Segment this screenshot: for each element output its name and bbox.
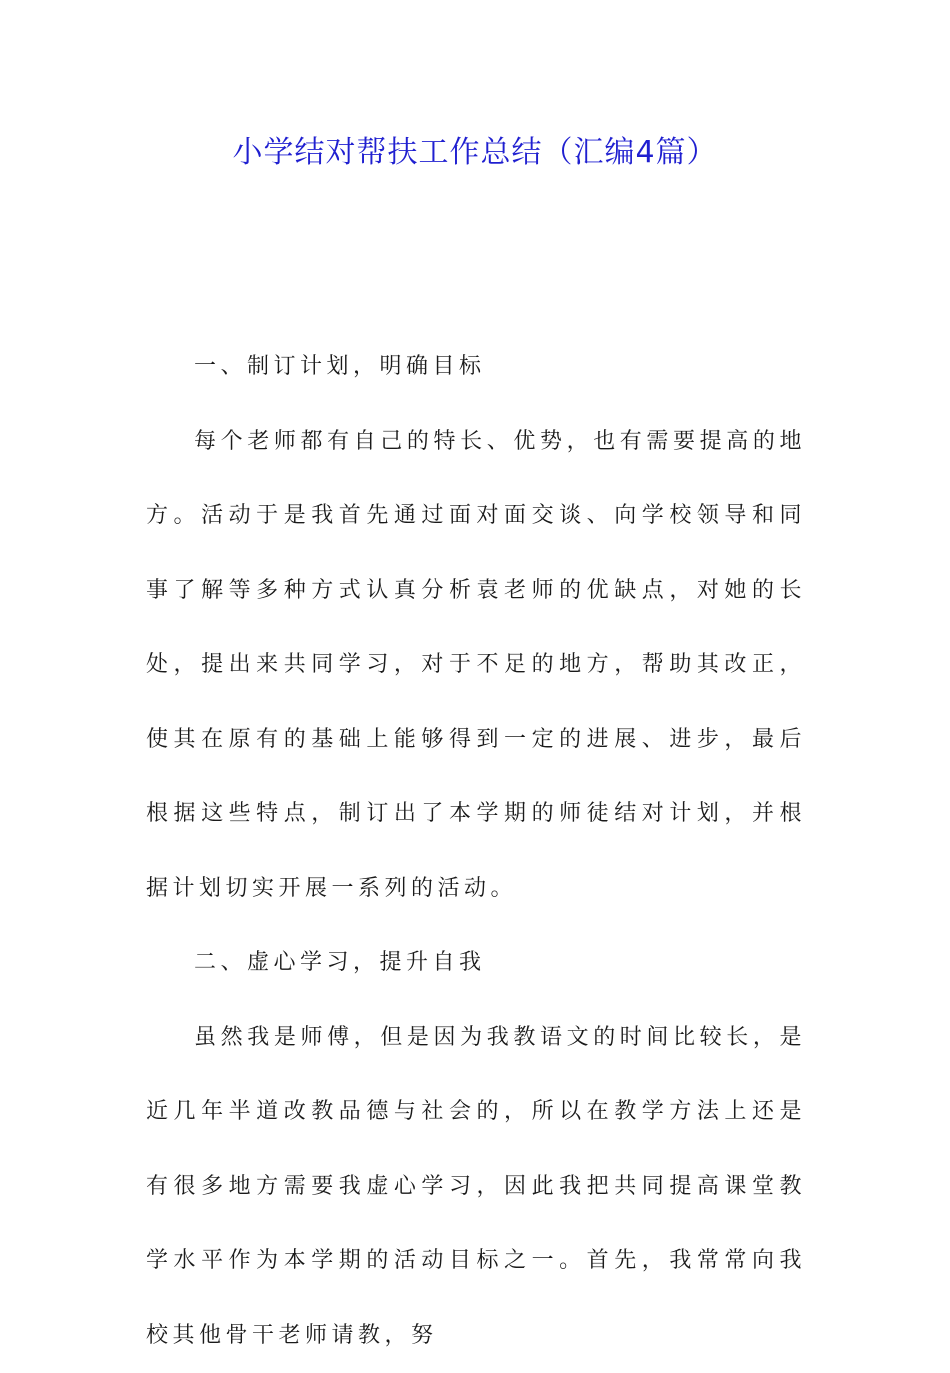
section-heading-1: 一、制订计划，明确目标 bbox=[146, 330, 806, 405]
section-paragraph-2: 虽然我是师傅，但是因为我教语文的时间比较长，是近几年半道改教品德与社会的，所以在教学方法上还是有很多地方需要我虚心学习，因此我把共同提高课堂教学水平作为本学期的活动目标之一。首先，我常常向我校其他骨干老师请教，努 bbox=[146, 1001, 806, 1373]
section-heading-2: 二、虚心学习，提升自我 bbox=[146, 926, 806, 1001]
document-title: 小学结对帮扶工作总结（汇编4篇） bbox=[0, 128, 950, 178]
section-paragraph-1: 每个老师都有自己的特长、优势，也有需要提高的地方。活动于是我首先通过面对面交谈、向学校领导和同事了解等多种方式认真分析袁老师的优缺点，对她的长处，提出来共同学习，对于不足的地方，帮助其改正，使其在原有的基础上能够得到一定的进展、进步，最后根据这些特点，制订出了本学期的师徒结对计划，并根据计划切实开展一系列的活动。 bbox=[146, 405, 806, 927]
document-body bbox=[146, 330, 806, 1373]
